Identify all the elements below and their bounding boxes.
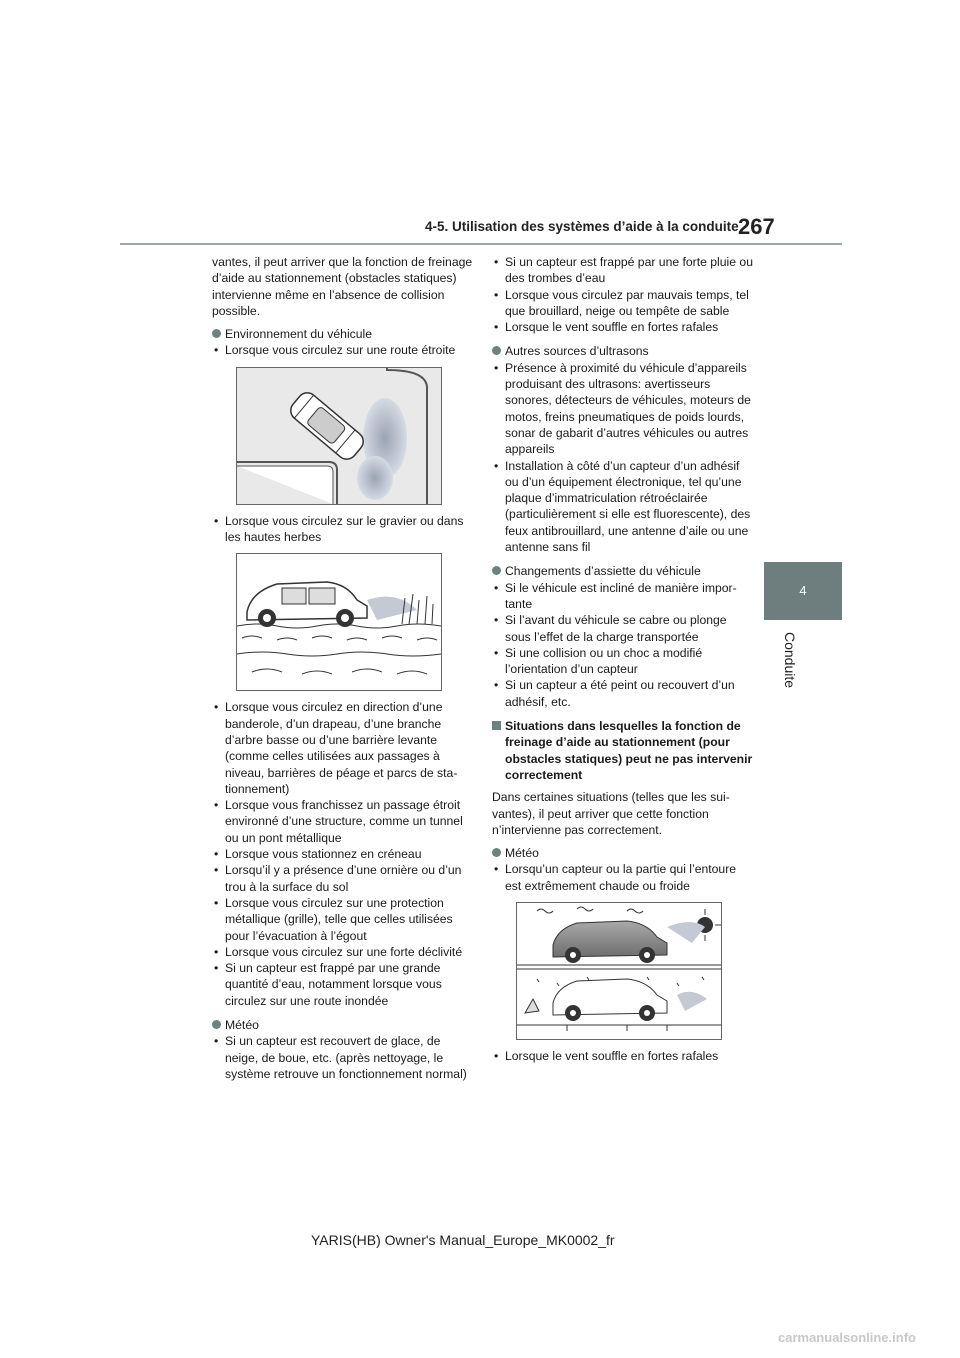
watermark: carmanualsonline.info: [778, 1330, 916, 1345]
footer-manual-id: YARIS(HB) Owner's Manual_Europe_MK0002_fr: [311, 1232, 615, 1248]
list-item: • Lorsque vous circulez sur une protection métallique (grille), telle que celles utilisées pour l’évacuation à l’égout: [212, 895, 474, 944]
list-item: • Lorsqu’un capteur ou la partie qui l’entoure est extrêmement chaude ou froide: [492, 861, 754, 894]
list-item: • Si un capteur est recouvert de glace, de neige, de boue, etc. (après nettoyage, le système retrouve un fonctionnement normal): [212, 1033, 474, 1082]
situations-heading: Situations dans lesquelles la fonction de freinage d’aide au stationnement (pour obstacles statiques) peut ne pas intervenir correctement: [492, 718, 754, 783]
ultrasound-heading: Autres sources d’ultrasons: [492, 343, 754, 359]
bullet-dot-icon: [492, 346, 501, 355]
right-column: [492, 254, 754, 1072]
bullet-dot-icon: [492, 848, 501, 857]
section-title: 4-5. Utilisation des systèmes d’aide à la conduite: [425, 219, 739, 234]
header-rule: [120, 243, 842, 245]
list-item: • Si le véhicule est incliné de manière importante: [492, 580, 754, 613]
situations-intro: Dans certaines situations (telles que les suivantes), il peut arriver que cette fonction n’intervienne pas correctement.: [492, 790, 730, 837]
page-number: 267: [738, 214, 775, 239]
bullet-square-icon: [492, 721, 501, 730]
list-item: • Lorsque vous franchissez un passage étroit environné d’une structure, comme un tunnel ou un pont métallique: [212, 797, 474, 846]
list-item: • Lorsque le vent souffle en fortes rafales: [492, 319, 754, 335]
list-item: • Lorsque le vent souffle en fortes rafales: [492, 1048, 754, 1064]
list-item: • Si l’avant du véhicule se cabre ou plonge sous l’effet de la charge transportée: [492, 612, 754, 645]
list-item: • Lorsque vous circulez sur le gravier ou dans les hautes herbes: [212, 513, 474, 546]
left-column: [212, 254, 474, 1090]
list-item: • Lorsque vous circulez en direction d’une banderole, d’un drapeau, d’une branche d’arbre basse ou d’une barrière levante (comme celles utilisées aux passages à niveau, barrières de péage et parcs de stationnement): [212, 699, 474, 797]
narrow-road-illustration: [236, 367, 442, 505]
gravel-grass-illustration: [236, 553, 442, 691]
intro-paragraph: vantes, il peut arriver que la fonction de freinage d’aide au stationnement (obstacles statiques) intervienne même en l’absence de collision possible.: [212, 255, 473, 318]
bullet-dot-icon: [212, 329, 221, 338]
situations-list: [212, 699, 474, 1009]
list-item: • Si un capteur est frappé par une grande quantité d’eau, notamment lorsque vous circulez sur une route inondée: [212, 960, 474, 1009]
list-item: • Si un capteur a été peint ou recouvert d’un adhésif, etc.: [492, 677, 754, 710]
chapter-number: 4: [799, 583, 807, 598]
list-item: • Lorsqu’il y a présence d’une ornière ou d’un trou à la surface du sol: [212, 862, 474, 895]
meteo-heading: Météo: [212, 1017, 474, 1033]
bullet-dot-icon: [212, 1020, 221, 1029]
list-item: • Présence à proximité du véhicule d’appareils produisant des ultrasons: avertisseurs sonores, détecteurs de véhicules, moteurs de motos, freins pneumatiques de poids lourds, sonar de gabarit d’autres véhicules ou autres appareils: [492, 360, 754, 458]
list-item: • Lorsque vous circulez sur une forte déclivité: [212, 944, 474, 960]
bullet-dot-icon: [492, 566, 501, 575]
list-item: • Installation à côté d’un capteur d’un adhésif ou d’un équipement électronique, tel qu’une plaque d’immatriculation rétroéclairée (particulièrement si elle est fluorescente), des feux antibrouillard, une antenne d’aile ou une antenne sans fil: [492, 458, 754, 556]
env-heading: Environnement du véhicule: [212, 326, 474, 342]
list-item: • Lorsque vous circulez par mauvais temps, tel que brouillard, neige ou tempête de sable: [492, 287, 754, 320]
list-item: • Si une collision ou un choc a modifié l’orientation d’un capteur: [492, 645, 754, 678]
list-item: • Lorsque vous stationnez en créneau: [212, 846, 474, 862]
hot-cold-illustration: [516, 902, 722, 1040]
list-item: • Si un capteur est frappé par une forte pluie ou des trombes d’eau: [492, 254, 754, 287]
assiette-heading: Changements d’assiette du véhicule: [492, 563, 754, 579]
chapter-label: Conduite: [782, 632, 798, 689]
list-item: • Lorsque vous circulez sur une route étroite: [212, 342, 474, 358]
meteo-heading-right: Météo: [492, 845, 754, 861]
